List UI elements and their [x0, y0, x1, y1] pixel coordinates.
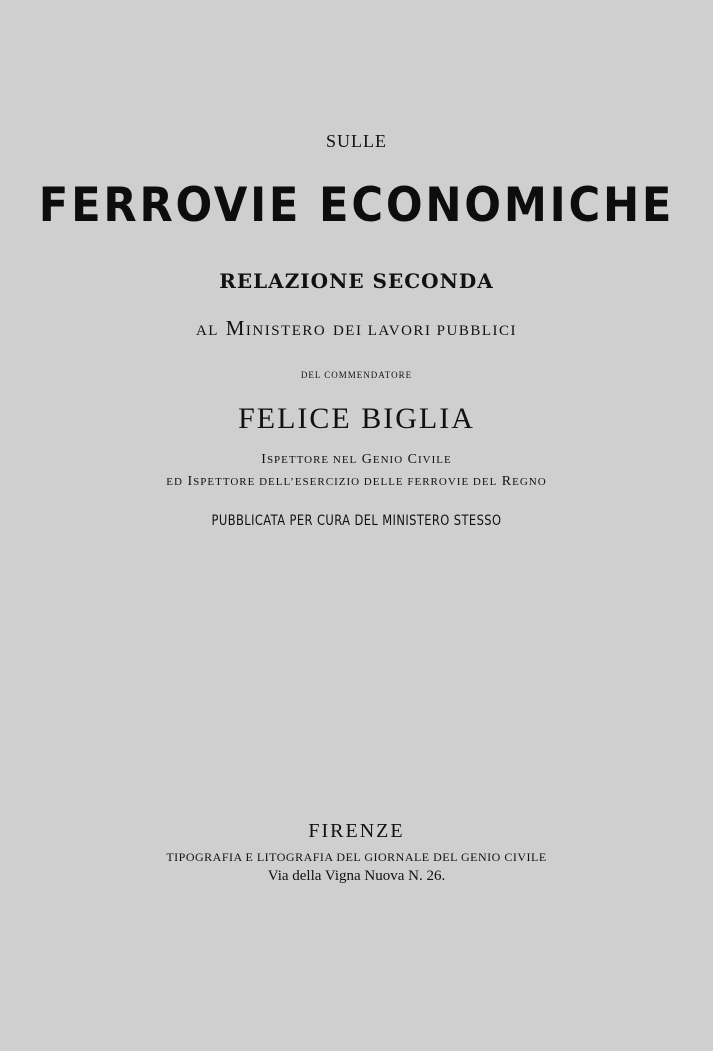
- role1-i-initial: I: [261, 452, 267, 467]
- role2-r-rest: EGNO: [512, 476, 547, 488]
- role1-c-rest: IVILE: [418, 454, 452, 466]
- subtitle: RELAZIONE SECONDA: [219, 269, 494, 293]
- pre-title: SULLE: [326, 131, 387, 151]
- address: Via della Vigna Nuova N. 26.: [267, 868, 446, 884]
- role2-i-rest: SPETTORE DELL’ESERCIZIO DELLE FERROVIE DEL: [193, 476, 498, 488]
- addressee-line: [0, 316, 713, 341]
- author-role-1: [0, 452, 713, 468]
- main-title: FERROVIE ECONOMICHE: [38, 178, 675, 233]
- addressee-m-initial: M: [225, 316, 246, 340]
- city: FIRENZE: [308, 820, 405, 842]
- role1-i-rest: SPETTORE NEL: [266, 454, 358, 466]
- author-role-2: [0, 474, 713, 490]
- by-line: DEL COMMENDATORE: [300, 370, 413, 380]
- author-name: FELICE BIGLIA: [238, 402, 475, 435]
- role1-c-initial: C: [407, 452, 419, 467]
- addressee-m-rest: INISTERO: [245, 323, 327, 339]
- role2-ed: ED: [166, 476, 183, 488]
- role1-g-rest: ENIO: [372, 454, 404, 466]
- addressee-al: AL: [195, 323, 219, 339]
- printer: TIPOGRAFIA E LITOGRAFIA DEL GIORNALE DEL GENIO CIVILE: [166, 850, 547, 864]
- role2-r-initial: R: [501, 474, 513, 489]
- publication-note: PUBBLICATA PER CURA DEL MINISTERO STESSO: [211, 513, 502, 529]
- addressee-rest: DEI LAVORI PUBBLICI: [332, 323, 518, 339]
- role2-i-initial: I: [187, 474, 194, 489]
- role1-g-initial: G: [361, 452, 373, 467]
